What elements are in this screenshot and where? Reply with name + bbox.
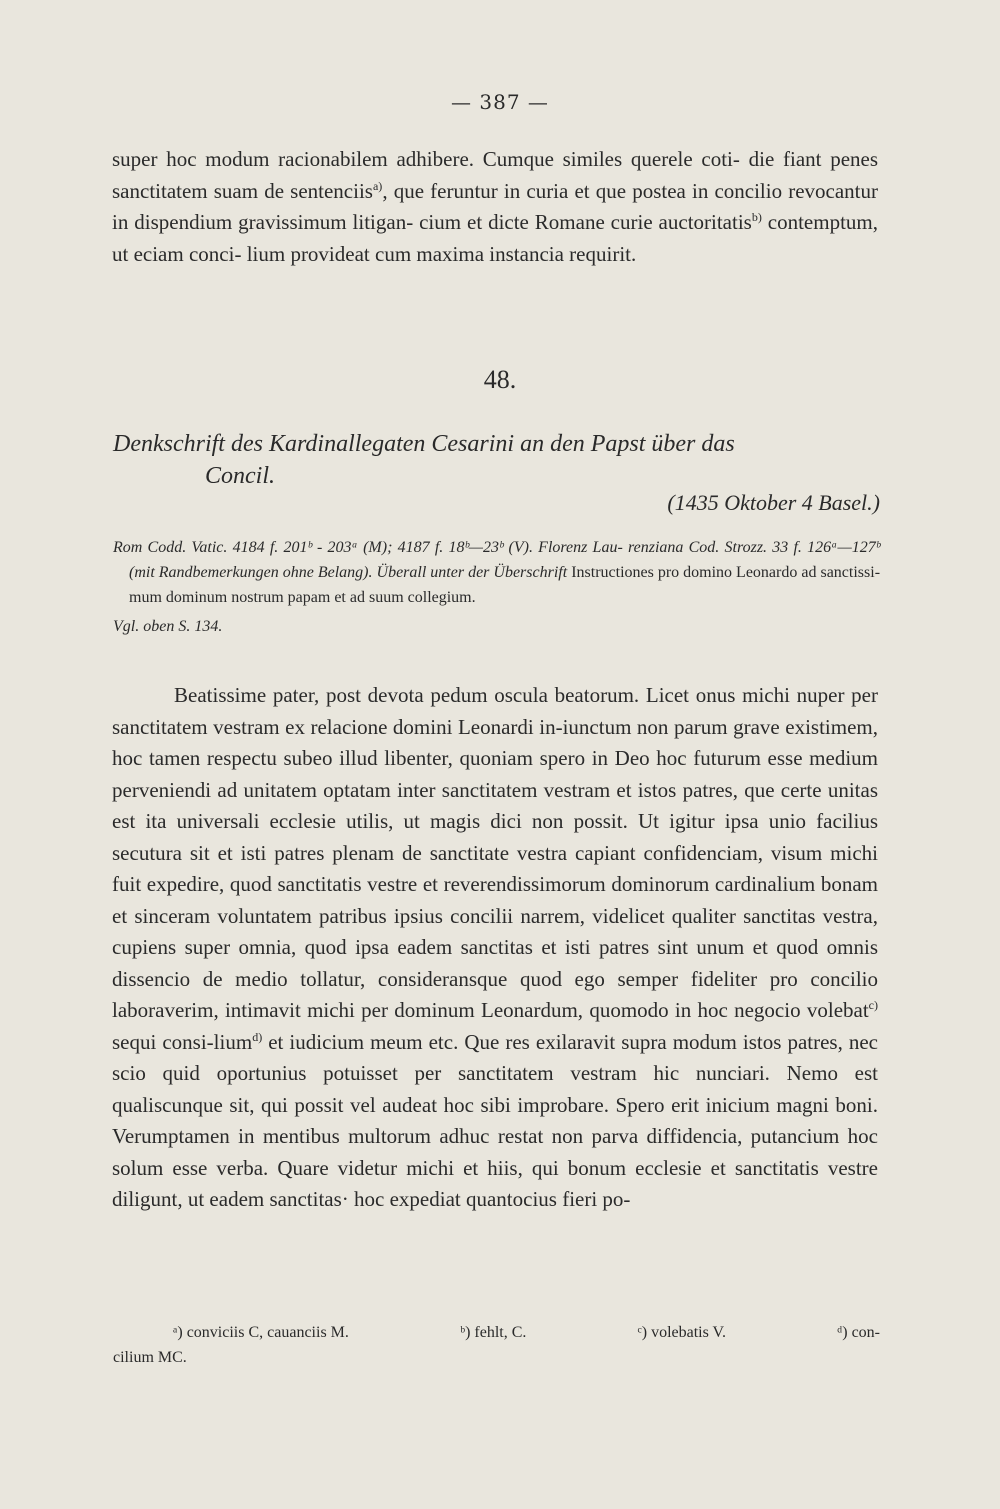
- footnote-ref-d: d): [252, 1029, 263, 1044]
- footnote-b: ᵇ) fehlt, C.: [460, 1324, 527, 1341]
- source-line-2: renziana Cod. Strozz. 33 f. 126ᵃ—127ᵇ (mit Randbemerkungen ohne Belang).: [129, 539, 881, 581]
- source-line-3-italic: Überall unter der Überschrift: [376, 564, 572, 581]
- footnote-d: ᵈ) con-: [837, 1324, 880, 1341]
- top-line-4b: contemptum, ut eciam conci-: [112, 210, 878, 266]
- document-date: (1435 Oktober 4 Basel.): [667, 490, 880, 515]
- top-paragraph: [112, 144, 878, 270]
- top-line-2b: , que feruntur in curia: [382, 178, 569, 203]
- source-line-4: mum dominum nostrum papam et ad suum collegium.: [129, 589, 476, 606]
- footnotes: [113, 1320, 880, 1370]
- top-line-5: lium provideat cum maxima instancia requirit.: [246, 241, 637, 266]
- main-paragraph: [112, 680, 878, 1216]
- source-line-1: Rom Codd. Vatic. 4184 f. 201ᵇ - 203ᵃ (M); 4187 f. 18ᵇ—23ᵇ (V). Florenz Lau-: [113, 539, 623, 556]
- source-text: [113, 535, 880, 610]
- main-text-part-1: Beatissime pater, post devota pedum oscula beatorum. Licet onus michi nuper per sanctitatem vestram ex relacione domini Leonardi in-iunctum non parum grave existimem, hoc tamen respectu subeo illud libenter, quoniam spero in Deo hoc futurum esse medium perveniendi ad unitatem optatam inter sanctitatem vestram et istos patres, que certe unitas est ita universali ecclesie utilis, ut magis dici non possit. Ut igitur ipsa unio facilius secutura sit et isti patres plenam de sanctitate vestra capiant confidenciam, visum michi fuit expedire, quod sanctitatis vestre et reverendissimorum dominorum cardinalium bonam et sinceram voluntatem patribus ipsius concilii narrem, videlicet qualiter sanctitas vestra, cupiens super omnia, quod ipsa eadem sanctitas et isti patres sint unum et quod omnis dissencio de medio tollatur, consideransque quod ego semper fideliter pro concilio laboraverim, intimavit michi per dominum Leonardum, quomodo in hoc negocio volebat: [112, 683, 878, 1022]
- see-also-reference: Vgl. oben S. 134.: [113, 618, 223, 635]
- footnote-ref-b: b): [751, 210, 762, 224]
- footnote-d-continuation: cilium MC.: [113, 1349, 187, 1366]
- footnote-c: ᶜ) volebatis V.: [637, 1324, 727, 1341]
- footnote-a: ᵃ) conviciis C, cauanciis M.: [173, 1324, 349, 1341]
- top-line-2a: die fiant penes sanctitatem suam de sentenciis: [112, 147, 879, 203]
- footnote-ref-a: a): [372, 178, 383, 193]
- document-title-line-1: Denkschrift des Kardinallegaten Cesarini an den Papst über das: [113, 431, 735, 457]
- footnote-ref-c: c): [868, 998, 878, 1012]
- main-paragraph-text: [112, 680, 878, 1216]
- top-paragraph-text: [112, 144, 878, 270]
- source-description: [113, 535, 880, 639]
- main-text-part-3: et iudicium meum etc. Que res exilaravit supra modum istos patres, nec scio quid oportunius potuisset per sanctitatem vestram hic nunciari. Nemo est qualiscunque sit, qui possit vel audeat hoc sibi improbare. Spero erit inicium magni boni. Verumptamen in mentibus multorum adhuc restat non parva diffidencia, putancium hoc solum esse verba. Quare videtur michi et hiis, qui bonum ecclesie et sanctitatis vestre diligunt, ut eadem sanctitas· hoc expediat quantocius fieri po-: [112, 1029, 879, 1211]
- source-line-3-roman: Instructiones pro domino Leonardo ad sanctissi-: [571, 564, 881, 581]
- document-title: [113, 428, 848, 492]
- footnotes-row: [113, 1320, 880, 1345]
- main-text-part-2: sequi consi-lium: [112, 1029, 253, 1054]
- document-title-line-2: Concil.: [205, 463, 275, 489]
- top-line-3: et que postea in concilio revocantur in dispendium gravissimum litigan-: [112, 178, 879, 234]
- document-number: 48.: [483, 365, 517, 394]
- page-number: — 387 —: [451, 90, 549, 114]
- top-line-1: super hoc modum racionabilem adhibere. Cumque similes querele coti-: [112, 147, 740, 171]
- top-line-4a: cium et dicte Romane curie auctoritatis: [419, 210, 752, 234]
